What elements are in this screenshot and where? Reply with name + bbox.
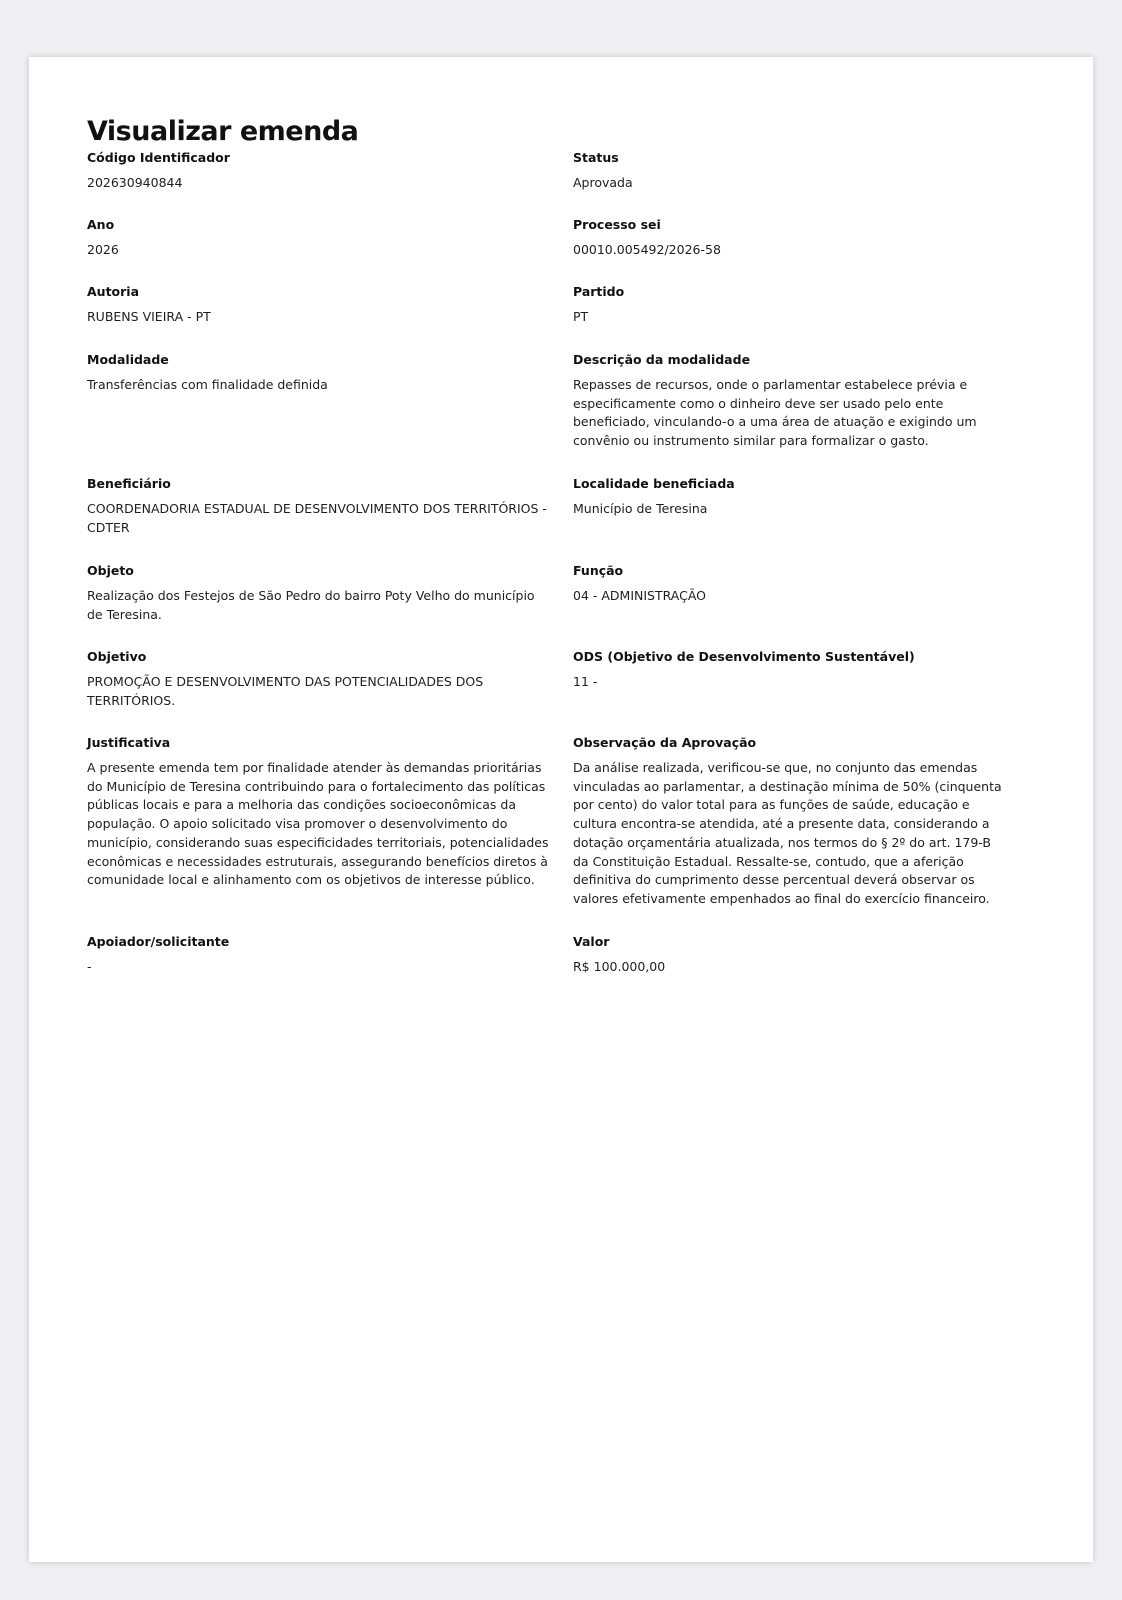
document-content [87, 115, 1047, 993]
field-autoria [87, 283, 573, 351]
field-label: Beneficiário [87, 476, 171, 491]
field-label: Apoiador/solicitante [87, 934, 230, 949]
field-modalidade [87, 351, 573, 475]
field-value: Da análise realizada, verificou-se que, no conjunto das emendas vinculadas ao parlamentar, a destinação mínima de 50% (cinquenta por cento) do valor total para as funções de saúde, educação e cultura encontra-se atendida, até a presente data, considerando a dotação orçamentária atualizada, nos termos do § 2º do art. 179-B da Constituição Estadual. Ressalte-se, contudo, que a aferição definitiva do cumprimento desse percentual deverá observar os valores efetivamente empenhados ao final do exercício financeiro. [573, 760, 1002, 906]
field-value: 11 - [573, 674, 598, 689]
field-label: Processo sei [573, 217, 661, 232]
field-value: RUBENS VIEIRA - PT [87, 309, 211, 324]
field-label: Valor [573, 934, 610, 949]
field-value: PT [573, 309, 589, 324]
field-funcao [573, 562, 1029, 648]
document-page [29, 57, 1093, 1562]
field-value: R$ 100.000,00 [573, 959, 666, 974]
page-title: Visualizar emenda [87, 116, 359, 147]
field-label: Status [573, 150, 619, 165]
field-label: Localidade beneficiada [573, 476, 735, 491]
field-value: 04 - ADMINISTRAÇÃO [573, 588, 707, 603]
field-label: Ano [87, 217, 115, 232]
field-observacao [573, 734, 1029, 933]
field-value: PROMOÇÃO E DESENVOLVIMENTO DAS POTENCIALIDADES DOS TERRITÓRIOS. [87, 674, 484, 708]
field-value: 202630940844 [87, 175, 183, 190]
field-ods [573, 648, 1029, 734]
field-apoiador [87, 933, 573, 993]
field-status [573, 149, 1029, 216]
field-value: Realização dos Festejos de São Pedro do bairro Poty Velho do município de Teresina. [87, 588, 535, 622]
field-codigo [87, 149, 573, 216]
field-beneficiario [87, 475, 573, 562]
field-value: Município de Teresina [573, 501, 708, 516]
field-label: Autoria [87, 284, 140, 299]
field-localidade [573, 475, 1029, 562]
field-justificativa [87, 734, 573, 933]
field-label: Código Identificador [87, 150, 230, 165]
field-label: Função [573, 563, 624, 578]
field-objeto [87, 562, 573, 648]
field-label: Modalidade [87, 352, 169, 367]
field-value: - [87, 959, 92, 974]
field-ano [87, 216, 573, 283]
field-label: Objeto [87, 563, 134, 578]
field-value: A presente emenda tem por finalidade atender às demandas prioritárias do Município de Teresina contribuindo para o fortalecimento das políticas públicas locais e para a melhoria das condições socioeconômicas da população. O apoio solicitado visa promover o desenvolvimento do município, considerando suas especificidades territoriais, potencialidades econômicas e necessidades estruturais, assegurando benefícios diretos à comunidade local e alinhamento com os objetivos de interesse público. [87, 760, 549, 888]
field-value: 2026 [87, 242, 119, 257]
field-value: 00010.005492/2026-58 [573, 242, 721, 257]
field-label: ODS (Objetivo de Desenvolvimento Sustentável) [573, 649, 915, 664]
field-label: Descrição da modalidade [573, 352, 751, 367]
field-descricao-modalidade [573, 351, 1029, 475]
field-value: Aprovada [573, 175, 633, 190]
field-value: COORDENADORIA ESTADUAL DE DESENVOLVIMENTO DOS TERRITÓRIOS - CDTER [87, 501, 547, 535]
field-label: Partido [573, 284, 625, 299]
field-value: Repasses de recursos, onde o parlamentar estabelece prévia e especificamente como o dinheiro deve ser usado pelo ente beneficiado, vinculando-o a uma área de atuação e exigindo um convênio ou instrumento similar para formalizar o gasto. [573, 377, 977, 449]
field-value: Transferências com finalidade definida [87, 377, 328, 392]
field-label: Observação da Aprovação [573, 735, 757, 750]
field-partido [573, 283, 1029, 351]
field-label: Justificativa [87, 735, 171, 750]
field-processo [573, 216, 1029, 283]
fields-grid [87, 149, 1047, 993]
field-label: Objetivo [87, 649, 147, 664]
field-valor [573, 933, 1029, 993]
field-objetivo [87, 648, 573, 734]
